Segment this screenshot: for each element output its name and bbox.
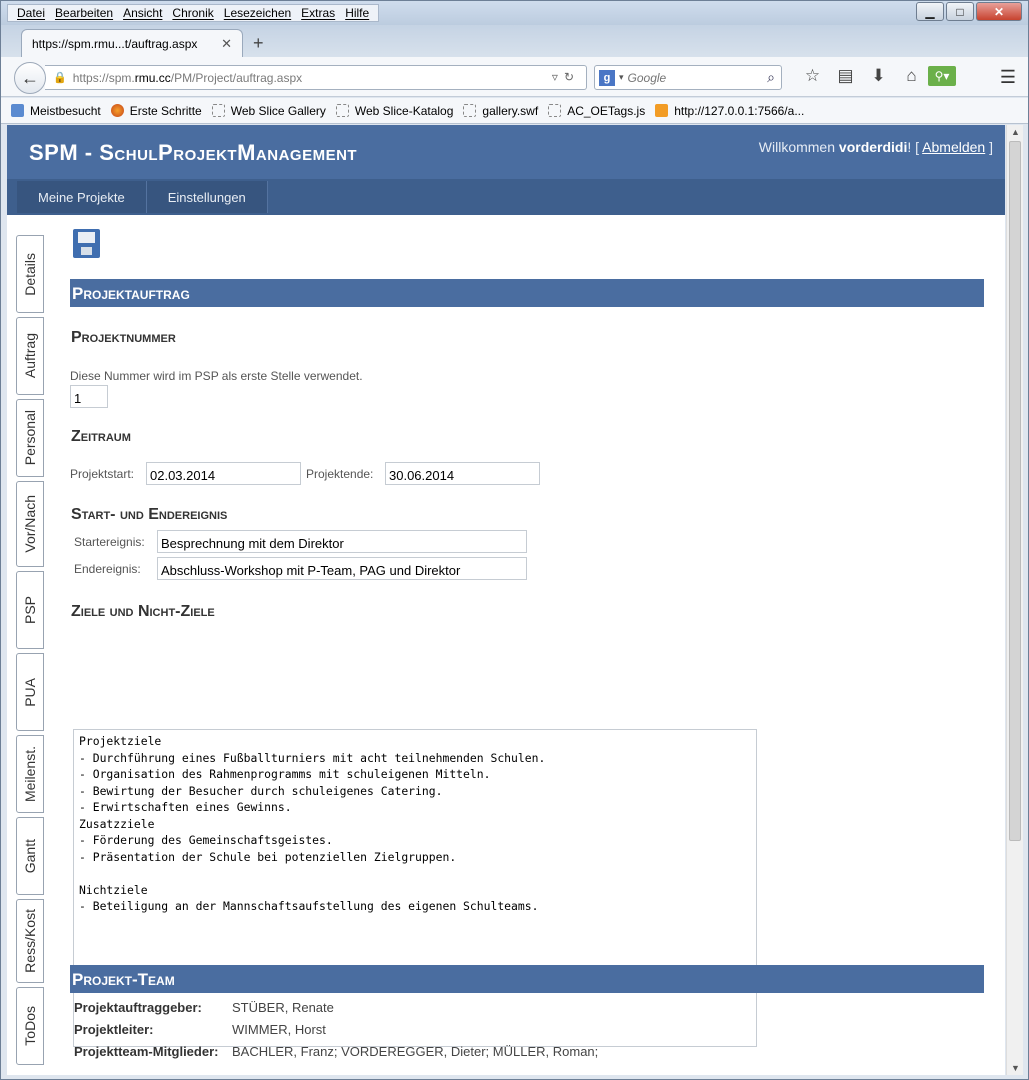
bookmark-label: gallery.swf <box>482 103 539 118</box>
reload-icon[interactable]: ▿↻ <box>551 70 580 84</box>
menu-datei[interactable]: Datei <box>17 6 46 20</box>
side-tab-label: Details <box>22 252 38 296</box>
window-controls <box>914 2 1022 21</box>
search-box[interactable] <box>594 65 782 90</box>
side-tab-label: Ress/Kost <box>22 909 38 973</box>
app-title: SPM - SchulProjektManagement <box>29 140 358 165</box>
menu-hilfe[interactable]: Hilfe <box>345 6 370 20</box>
url-host: rmu.cc <box>134 70 171 85</box>
close-window-button[interactable] <box>976 2 1022 21</box>
bookmark-label: http://127.0.0.1:7566/a... <box>674 103 805 118</box>
logout-link[interactable]: Abmelden <box>922 139 986 155</box>
menu-chronik[interactable]: Chronik <box>172 6 214 20</box>
side-tab-todos[interactable] <box>16 987 44 1065</box>
projektnummer-input[interactable] <box>70 385 108 408</box>
side-tab-label: Personal <box>22 410 38 466</box>
side-tab-ress-kost[interactable] <box>16 899 44 983</box>
bookmark-star-icon[interactable]: ☆ <box>804 66 821 85</box>
maximize-icon: □ <box>956 4 964 19</box>
team-row-auftraggeber <box>74 1000 334 1015</box>
welcome-end: ] <box>985 139 993 155</box>
toolbar-icons <box>796 66 956 86</box>
main-navigation <box>7 179 1005 215</box>
section-projekt-team: Projekt-Team <box>70 965 984 993</box>
team-label: Projektteam-Mitglieder: <box>74 1044 219 1059</box>
bookmark-label: AC_OETags.js <box>567 103 646 118</box>
side-tab-meilenst[interactable] <box>16 735 44 813</box>
search-icon[interactable]: ⌕ <box>767 69 775 85</box>
scroll-up-icon[interactable]: ▲ <box>1011 127 1020 137</box>
heading-ereignis: Start- und Endereignis <box>71 506 228 523</box>
startereignis-label: Startereignis: <box>74 535 145 549</box>
side-tab-label: ToDos <box>22 1006 38 1046</box>
scrollbar-thumb[interactable] <box>1009 141 1021 841</box>
menu-lesezeichen[interactable]: Lesezeichen <box>223 6 292 20</box>
bookmark-ac-oetags[interactable] <box>548 104 645 118</box>
username: vorderdidi <box>838 139 908 155</box>
team-row-projektleiter <box>74 1022 326 1037</box>
heading-ziele: Ziele und Nicht-Ziele <box>71 603 215 620</box>
team-value: WIMMER, Horst <box>232 1022 326 1037</box>
menu <box>7 4 379 22</box>
save-icon[interactable] <box>73 229 100 258</box>
menu-hamburger-icon[interactable]: ☰ <box>999 67 1016 87</box>
bookmarks-bar <box>1 98 1028 124</box>
team-label: Projektleiter: <box>74 1022 154 1037</box>
close-icon: ✕ <box>993 4 1005 19</box>
projektende-input[interactable] <box>385 462 540 485</box>
close-tab-icon[interactable]: ✕ <box>221 36 232 51</box>
bookmark-web-slice-katalog[interactable] <box>336 104 454 118</box>
side-tab-label: Meilenst. <box>22 745 38 803</box>
endereignis-label: Endereignis: <box>74 562 141 576</box>
team-value: STÜBER, Renate <box>232 1000 334 1015</box>
search-engine-dropdown-icon[interactable]: ▾ <box>619 72 624 82</box>
url-bar[interactable] <box>45 65 587 90</box>
back-button[interactable] <box>14 62 46 94</box>
meistbesucht-icon <box>11 104 24 117</box>
maximize-button[interactable] <box>946 2 974 21</box>
page-icon <box>463 104 476 117</box>
tab-strip <box>1 25 1028 57</box>
rss-icon <box>655 104 668 117</box>
projektende-label: Projektende: <box>306 467 374 481</box>
bookmark-meistbesucht[interactable] <box>11 104 101 118</box>
projektnummer-hint: Diese Nummer wird im PSP als erste Stelle verwendet. <box>70 369 363 383</box>
side-tab-personal[interactable] <box>16 399 44 477</box>
welcome-suffix: ! [ <box>907 139 923 155</box>
addon-icon[interactable]: ⚲▾ <box>928 66 956 86</box>
heading-projektnummer: Projektnummer <box>71 329 176 346</box>
page-icon <box>548 104 561 117</box>
nav-meine-projekte[interactable]: Meine Projekte <box>17 181 147 213</box>
team-label: Projektauftraggeber: <box>74 1000 202 1015</box>
home-icon[interactable]: ⌂ <box>906 66 917 85</box>
side-tab-gantt[interactable] <box>16 817 44 895</box>
nav-einstellungen[interactable]: Einstellungen <box>147 181 268 213</box>
side-tab-auftrag[interactable] <box>16 317 44 395</box>
side-tab-label: Vor/Nach <box>22 495 38 553</box>
firefox-icon <box>111 104 124 117</box>
scroll-down-icon[interactable]: ▼ <box>1011 1063 1020 1073</box>
browser-tab[interactable] <box>21 29 243 58</box>
side-tab-label: PSP <box>22 595 38 624</box>
save-icon-label <box>78 232 95 243</box>
web-slice-icon <box>336 104 349 117</box>
welcome-text <box>759 139 993 155</box>
google-icon[interactable]: g <box>599 70 615 86</box>
bookmark-web-slice-gallery[interactable] <box>212 104 326 118</box>
navigation-bar <box>1 57 1028 97</box>
web-slice-icon <box>212 104 225 117</box>
save-icon-slot <box>81 247 92 255</box>
bookmark-gallery-swf[interactable] <box>463 104 538 118</box>
side-tab-label: Auftrag <box>22 333 38 379</box>
bookmark-label: Web Slice Gallery <box>230 103 326 118</box>
reading-list-icon[interactable]: ▤ <box>837 66 854 85</box>
minimize-icon: ▁ <box>925 4 935 19</box>
bookmark-erste-schritte[interactable] <box>111 104 202 118</box>
lock-icon: 🔒 <box>53 72 67 84</box>
url-path: /PM/Project/auftrag.aspx <box>170 70 303 85</box>
menu-bearbeiten[interactable]: Bearbeiten <box>55 6 114 20</box>
search-input[interactable] <box>628 71 758 85</box>
side-tab-vor-nach[interactable] <box>16 481 44 567</box>
url-prefix: https://spm. <box>72 70 135 85</box>
projektstart-label: Projektstart: <box>70 467 135 481</box>
side-tab-label: Gantt <box>22 838 38 874</box>
team-value: BACHLER, Franz; VORDEREGGER, Dieter; MÜLLER, Roman; <box>232 1044 599 1059</box>
bookmark-label: Web Slice-Katalog <box>354 103 454 118</box>
section-projektauftrag: Projektauftrag <box>70 279 984 307</box>
team-row-mitglieder <box>74 1044 598 1059</box>
vertical-scrollbar[interactable] <box>1006 125 1023 1075</box>
heading-zeitraum: Zeitraum <box>71 428 131 445</box>
projektstart-input[interactable] <box>146 462 301 485</box>
bookmark-label: Erste Schritte <box>129 103 202 118</box>
welcome-prefix: Willkommen <box>758 139 839 155</box>
side-tab-pua[interactable] <box>16 653 44 731</box>
new-tab-icon[interactable]: + <box>253 33 264 53</box>
back-arrow-icon: ← <box>21 67 39 88</box>
bookmark-localhost[interactable] <box>655 104 804 118</box>
tab-title: https://spm.rmu...t/auftrag.aspx <box>32 37 198 51</box>
menu-bar <box>1 1 1028 25</box>
side-tab-psp[interactable] <box>16 571 44 649</box>
menu-ansicht[interactable]: Ansicht <box>123 6 163 20</box>
app-header <box>7 125 1005 179</box>
minimize-button[interactable] <box>916 2 944 21</box>
side-tab-label: PUA <box>22 677 38 707</box>
endereignis-input[interactable] <box>157 557 527 580</box>
side-tab-details[interactable] <box>16 235 44 313</box>
page-content <box>7 125 1005 1075</box>
bookmark-label: Meistbesucht <box>30 103 101 118</box>
download-icon[interactable]: ⬇ <box>871 66 886 85</box>
main-nav-items <box>17 181 268 213</box>
menu-extras[interactable]: Extras <box>301 6 336 20</box>
startereignis-input[interactable] <box>157 530 527 553</box>
